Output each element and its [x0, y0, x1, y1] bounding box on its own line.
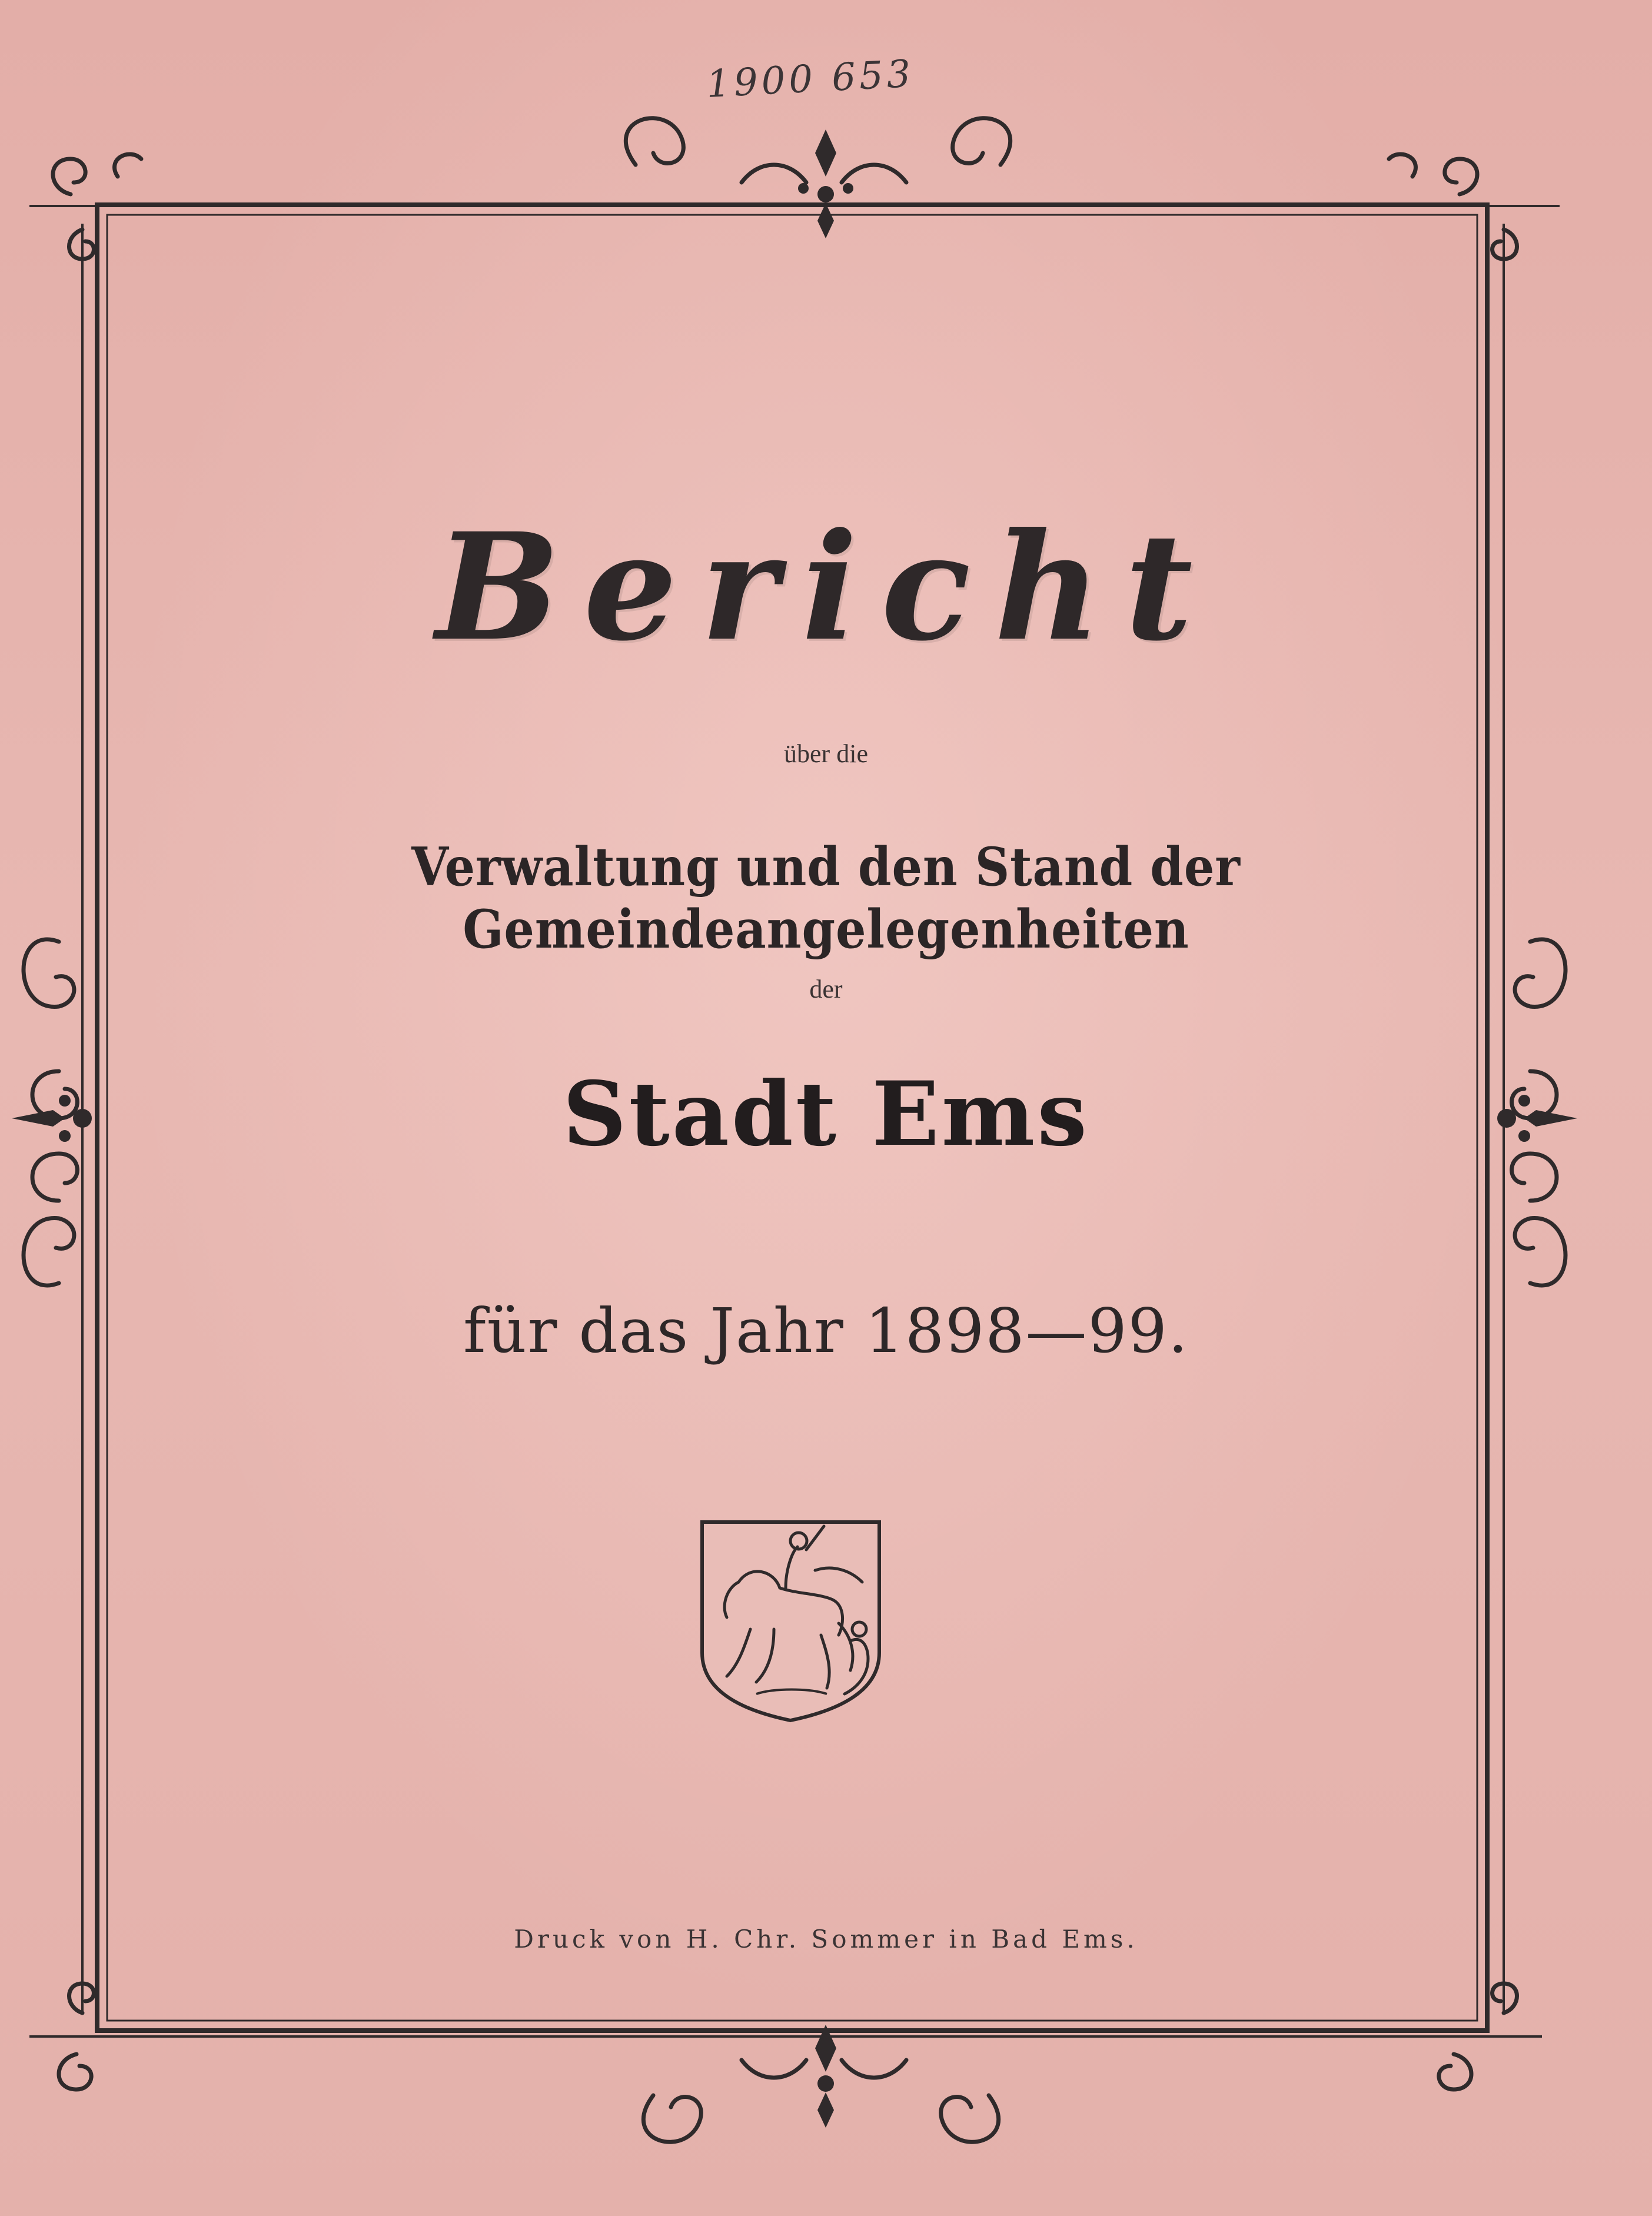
subtitle-line-3: der — [809, 975, 843, 1004]
subtitle-line-1: über die — [784, 739, 868, 768]
subtitle-line-2: Verwaltung und den Stand der Gemeindeangelegenheiten — [411, 836, 1241, 961]
city-name: Stadt Ems — [563, 1062, 1089, 1166]
document-title: Bericht — [436, 500, 1216, 673]
printer-line: Druck von H. Chr. Sommer in Bad Ems. — [514, 1925, 1138, 1953]
handwritten-note: 1900 653 — [705, 52, 916, 107]
year-line: für das Jahr 1898—99. — [463, 1295, 1189, 1367]
coat-of-arms-seal — [697, 1517, 884, 1723]
